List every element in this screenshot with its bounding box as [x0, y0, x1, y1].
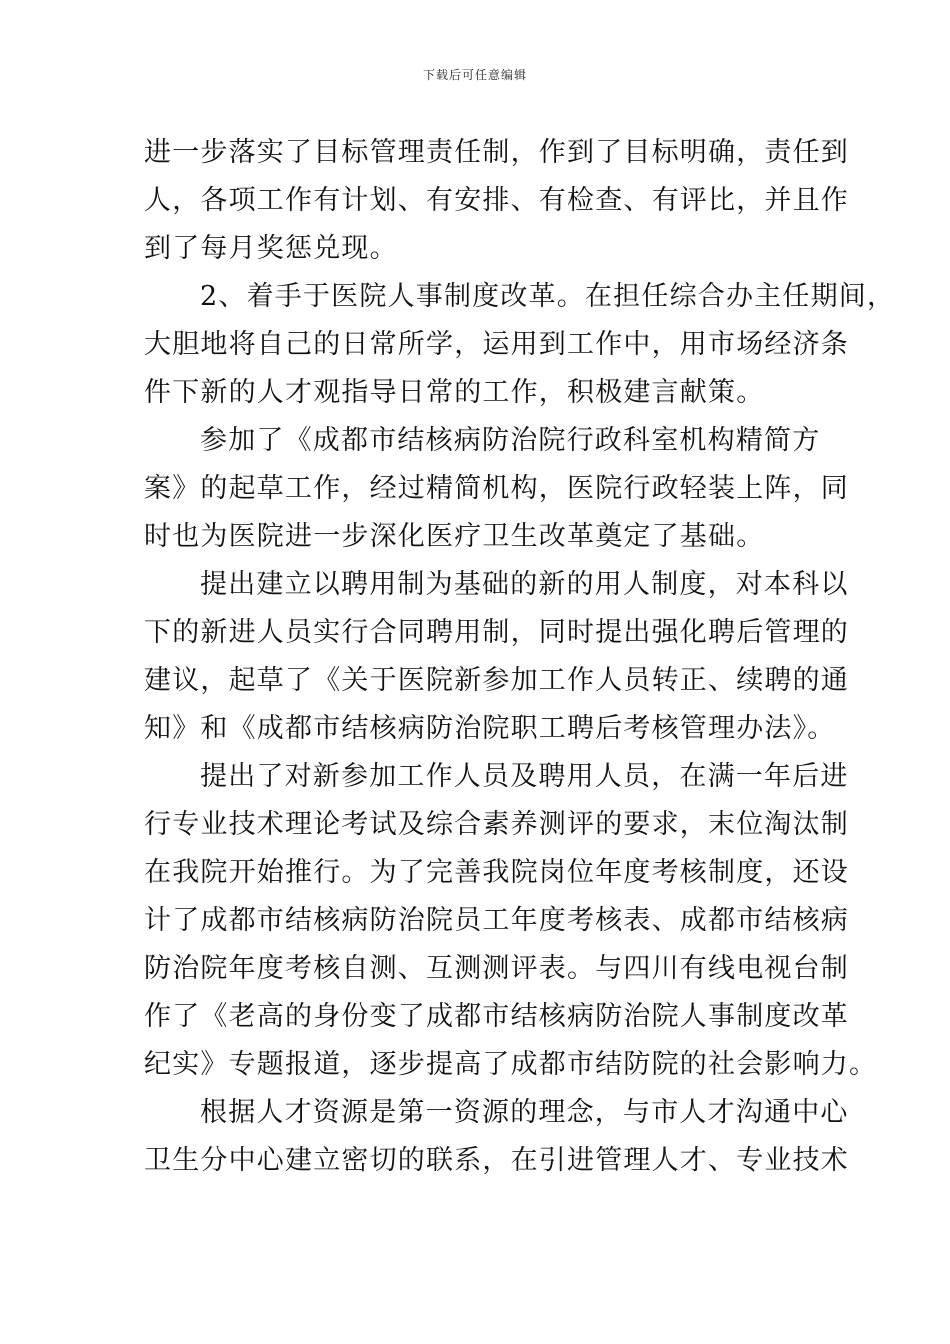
text-line: 案》的起草工作，经过精简机构，医院行政轻装上阵，同: [144, 473, 849, 504]
text-line: 人，各项工作有计划、有安排、有检查、有评比，并且作: [144, 185, 849, 216]
text-line: 知》和《成都市结核病防治院职工聘后考核管理办法》。: [144, 713, 836, 744]
text-line: 时也为医院进一步深化医疗卫生改革奠定了基础。: [144, 521, 765, 552]
text-line: 进一步落实了目标管理责任制，作到了目标明确，责任到: [144, 137, 849, 168]
text-line: 在我院开始推行。为了完善我院岗位年度考核制度，还设: [144, 857, 849, 888]
text-line: 作了《老高的身份变了成都市结核病防治院人事制度改革: [144, 1001, 849, 1032]
text-line: 提出了对新参加工作人员及聘用人员，在满一年后进: [200, 761, 849, 792]
text-line: 计了成都市结核病防治院员工年度考核表、成都市结核病: [144, 905, 849, 936]
document-body: [144, 129, 896, 1185]
text-line: 件下新的人才观指导日常的工作，积极建言献策。: [144, 377, 765, 408]
text-line: 参加了《成都市结核病防治院行政科室机构精简方: [200, 425, 821, 456]
text-line: 卫生分中心建立密切的联系，在引进管理人才、专业技术: [144, 1145, 849, 1176]
text-line: 大胆地将自己的日常所学，运用到工作中，用市场经济条: [144, 329, 849, 360]
text-line: 下的新进人员实行合同聘用制，同时提出强化聘后管理的: [144, 617, 849, 648]
text-line: 建议，起草了《关于医院新参加工作人员转正、续聘的通: [144, 665, 849, 696]
page-header: 下载后可任意编辑: [422, 68, 527, 82]
text-line: 防治院年度考核自测、互测测评表。与四川有线电视台制: [144, 953, 849, 984]
text-line: 到了每月奖惩兑现。: [144, 233, 398, 264]
text-line: 纪实》专题报道，逐步提高了成都市结防院的社会影响力。: [144, 1049, 878, 1080]
text-line: 2、着手于医院人事制度改革。在担任综合办主任期间，: [200, 281, 896, 312]
text-line: 根据人才资源是第一资源的理念，与市人才沟通中心: [200, 1097, 849, 1128]
text-line: 行专业技术理论考试及综合素养测评的要求，末位淘汰制: [144, 809, 849, 840]
text-line: 提出建立以聘用制为基础的新的用人制度，对本科以: [200, 569, 849, 600]
